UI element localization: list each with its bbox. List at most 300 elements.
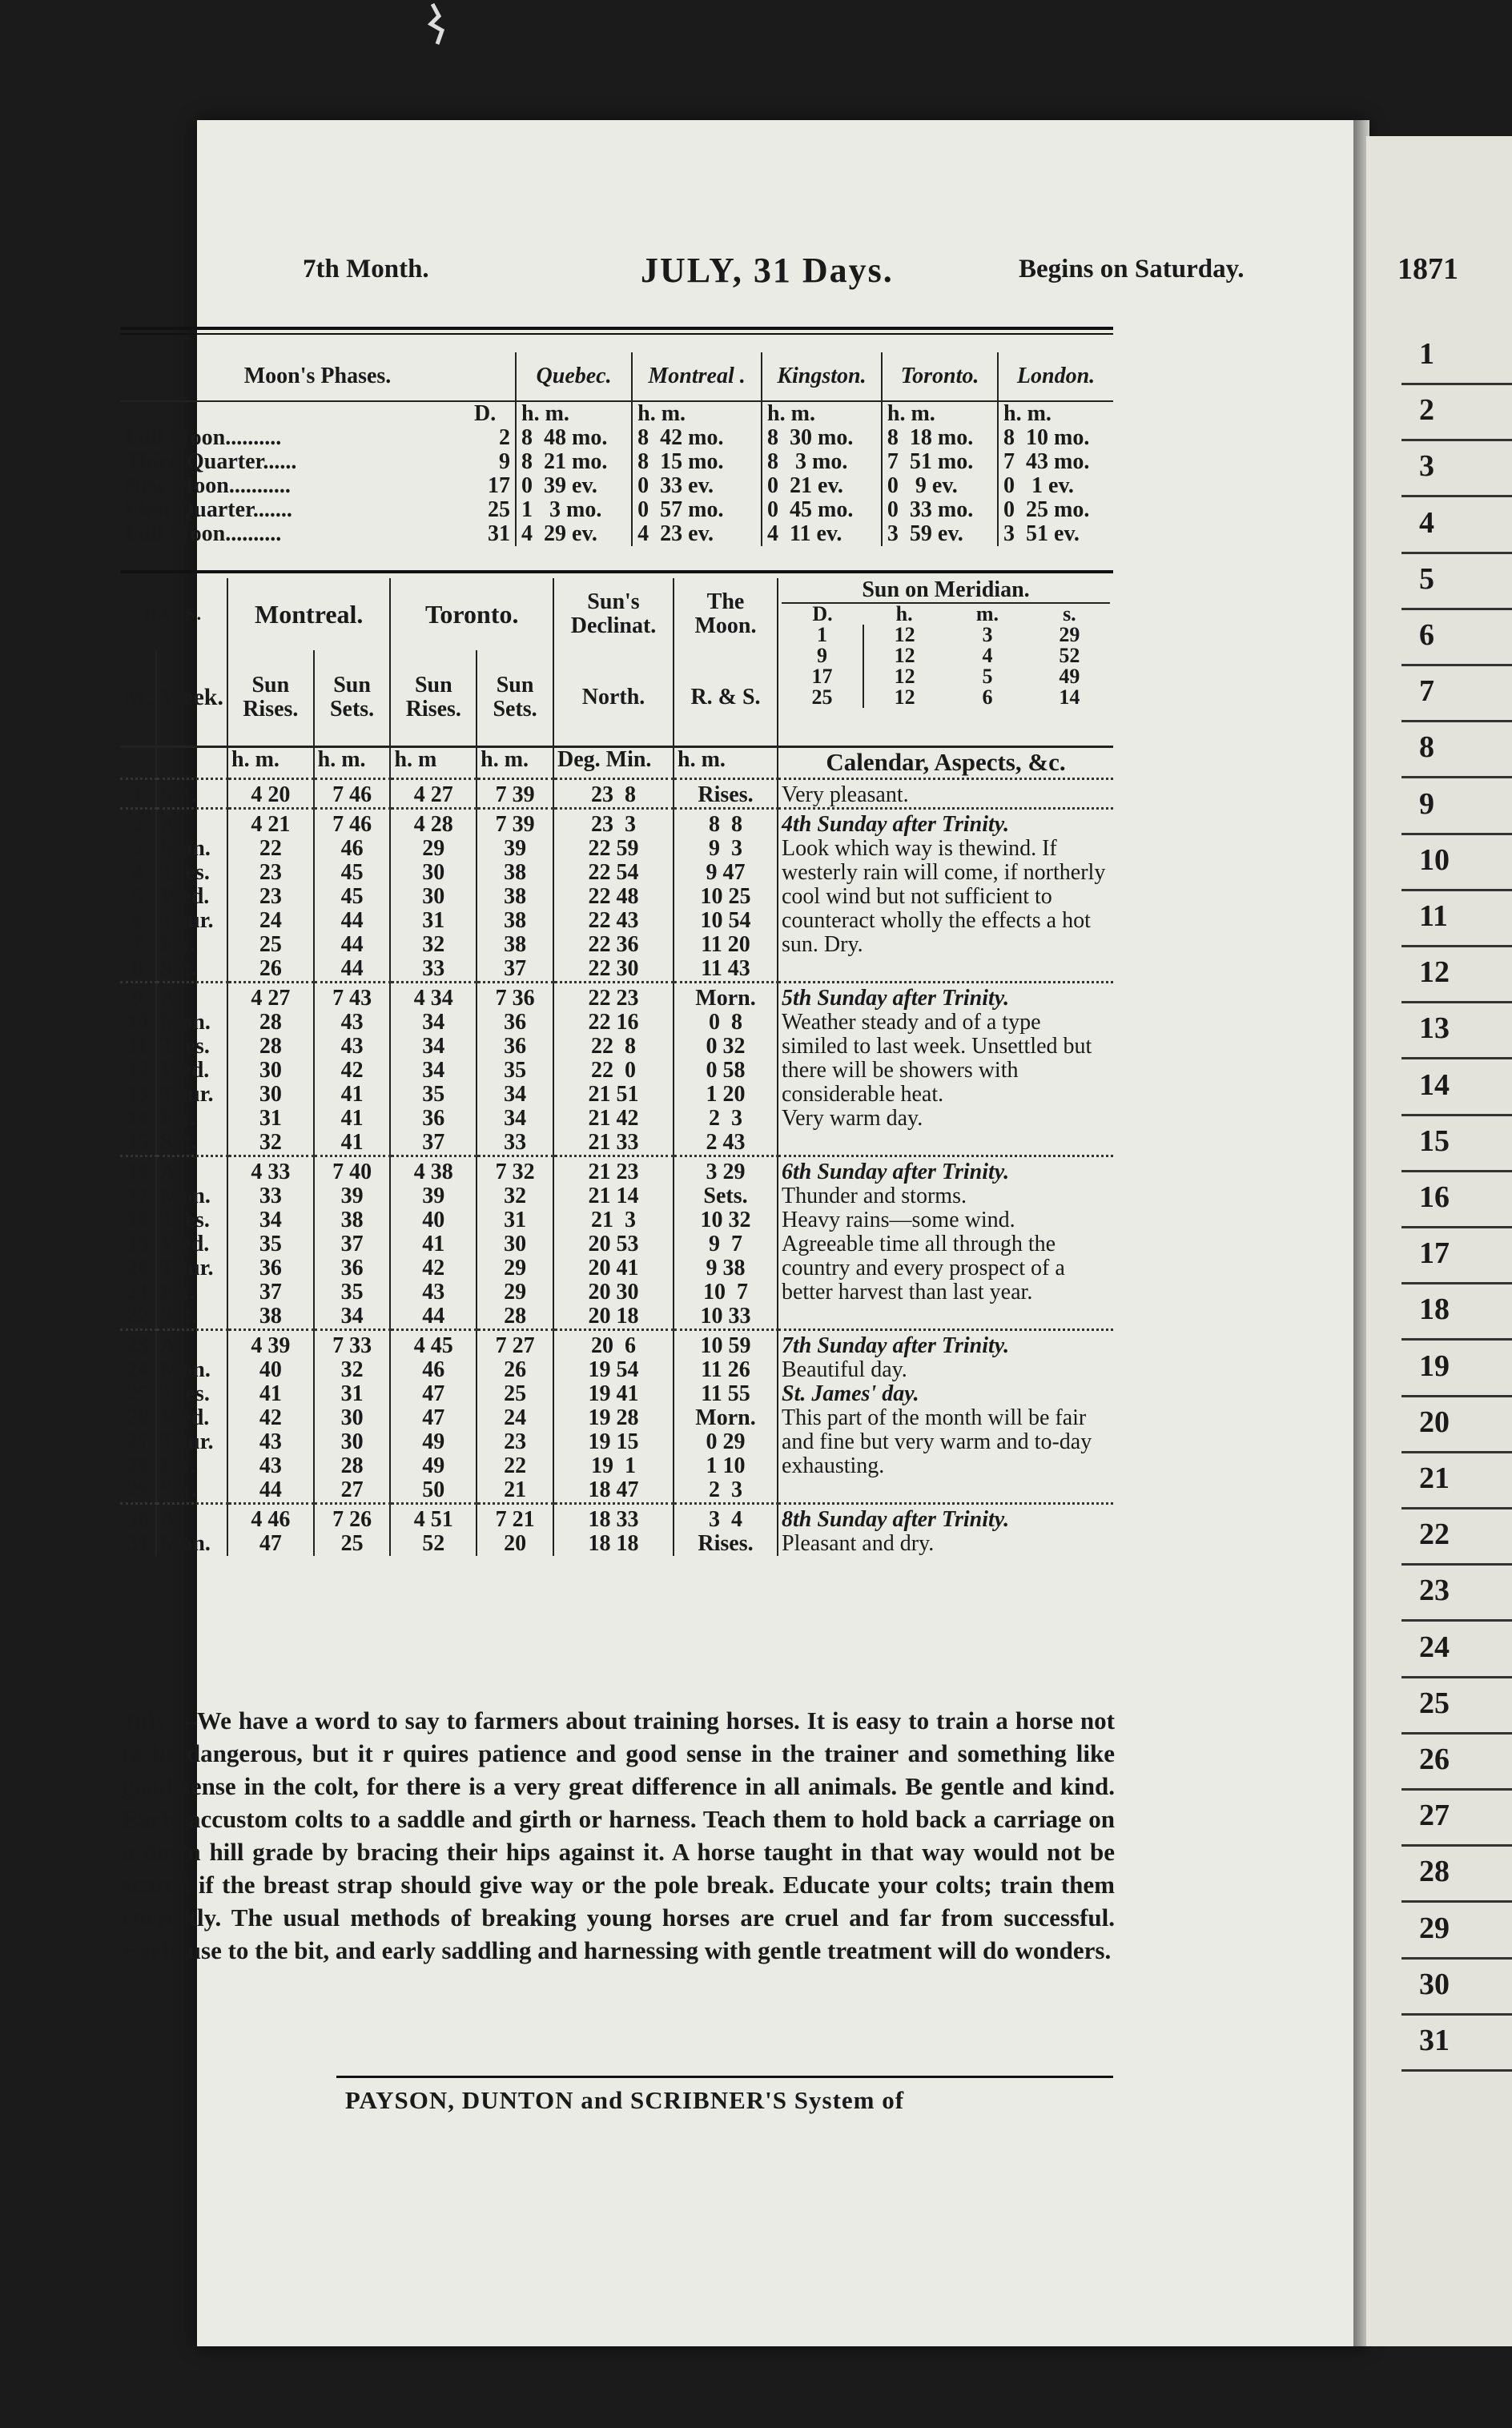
facing-day-number: 16: [1419, 1180, 1450, 1214]
day-cell: 11: [127, 1033, 149, 1059]
day-cell: 8: [131, 955, 143, 981]
day-cell: 33: [227, 1184, 314, 1208]
day-cell: 28: [227, 1035, 314, 1059]
calendar-feast: 7th Sunday after Trinity.: [782, 1333, 1010, 1358]
calendar-feast: 5th Sunday after Trinity.: [782, 985, 1010, 1011]
day-cell: 21: [477, 1478, 553, 1504]
day-row: [120, 808, 1113, 837]
day-cell: 49: [390, 1430, 477, 1454]
moon-phase-row: [120, 522, 1113, 546]
day-cell: 21 51: [553, 1083, 674, 1107]
footer-advert: PAYSON, DUNTON and SCRIBNER'S System of: [344, 2086, 905, 2114]
meridian-cell: 52: [1059, 644, 1080, 667]
day-cell: Mon.: [156, 1184, 227, 1208]
facing-line: [1401, 1619, 1512, 1622]
day-cell: 19 15: [553, 1430, 674, 1454]
day-cell: 24: [477, 1406, 553, 1430]
day-cell: 32: [314, 1358, 391, 1382]
day-cell: 11 20: [674, 933, 778, 957]
day-cell: Thur.: [156, 1430, 227, 1454]
moon-phase-time: 0 21 ev.: [762, 474, 882, 498]
day-cell: 20 6: [553, 1329, 674, 1358]
moon-phase-time: 7 43 mo.: [998, 450, 1113, 474]
day-cell: 28: [314, 1454, 391, 1478]
day-cell: 46: [314, 837, 391, 861]
declination-header: Sun's Declinat.: [553, 578, 674, 650]
day-cell: 19 1: [553, 1454, 674, 1478]
moon-phase-time: 8 48 mo.: [516, 426, 632, 450]
day-cell: 4 27: [390, 778, 477, 808]
calendar-feast: St. James' day.: [782, 1381, 919, 1406]
day-cell: 21: [126, 1279, 149, 1304]
moon-phase-day: 9: [499, 449, 511, 474]
day-cell: 1 10: [674, 1454, 778, 1478]
day-cell: 30: [314, 1406, 391, 1430]
calendar-text: Pleasant and dry.: [782, 1530, 935, 1556]
moon-phase-time: 3 59 ev.: [882, 522, 998, 546]
calendar-text: Look which way is thewind. If westerly rain will come, if northerly cool wind but not sufficient to counteract wholly the effects a hot sun. Dry.: [782, 835, 1106, 957]
day-cell: Wed.: [156, 1232, 227, 1256]
day-cell: 37: [314, 1232, 391, 1256]
day-cell: 36: [477, 1011, 553, 1035]
day-cell: 25: [227, 933, 314, 957]
day-cell: 4 51: [390, 1503, 477, 1532]
day-cell: 44: [314, 933, 391, 957]
day-cell: 6: [131, 907, 143, 933]
day-cell: 30: [477, 1232, 553, 1256]
day-cell: 31: [227, 1107, 314, 1131]
day-cell: A.: [156, 1156, 227, 1184]
day-cell: 23 8: [553, 778, 674, 808]
unit-hm: h. m: [390, 746, 477, 778]
day-cell: 34: [314, 1304, 391, 1330]
day-cell: 34: [390, 1059, 477, 1083]
day-cell: 28: [477, 1304, 553, 1330]
day-cell: 30: [120, 1503, 156, 1532]
day-cell: 21 42: [553, 1107, 674, 1131]
facing-day-number: 13: [1419, 1011, 1450, 1046]
ink-mark-icon: [416, 0, 456, 48]
day-cell: 40: [227, 1358, 314, 1382]
day-cell: 35: [314, 1280, 391, 1304]
day-cell: 25: [126, 1381, 149, 1406]
day-cell: 8 8: [674, 808, 778, 837]
footer-rule: [336, 2076, 1113, 2078]
calendar-text: Heavy rains—some wind.: [782, 1207, 1015, 1232]
moon-phase-name: Full Moon..........: [125, 425, 282, 450]
day-cell: 40: [390, 1208, 477, 1232]
day-cell: 7 32: [477, 1156, 553, 1184]
meridian-cell: 4: [982, 644, 993, 667]
day-cell: 43: [314, 1035, 391, 1059]
moon-phase-day: 31: [488, 521, 511, 546]
day-cell: 4: [131, 859, 143, 885]
day-cell: 3 29: [674, 1156, 778, 1184]
day-cell: 19 28: [553, 1406, 674, 1430]
day-cell: 23 3: [553, 808, 674, 837]
day-cell: 42: [390, 1256, 477, 1280]
day-cell: 31: [390, 909, 477, 933]
facing-line: [1401, 1900, 1512, 1903]
col-week: Week.: [156, 650, 227, 746]
facing-day-number: 31: [1419, 2024, 1450, 2057]
facing-day-number: 29: [1419, 1911, 1450, 1945]
calendar-text: Very pleasant.: [782, 782, 909, 807]
meridian-cell: 14: [1059, 685, 1080, 709]
day-cell: 22 8: [553, 1035, 674, 1059]
facing-line: [1401, 720, 1512, 722]
day-cell: 28: [227, 1011, 314, 1035]
day-cell: 27: [126, 1429, 149, 1454]
facing-line: [1401, 1507, 1512, 1509]
moon-phase-time: 8 42 mo.: [632, 426, 762, 450]
facing-line: [1401, 664, 1512, 666]
day-cell: 41: [314, 1131, 391, 1156]
moon-phase-row: [120, 450, 1113, 474]
mid-rule: [120, 570, 1113, 573]
col-montreal-sets: Sun Sets.: [314, 650, 391, 746]
day-cell: 41: [314, 1107, 391, 1131]
day-cell: 34: [227, 1208, 314, 1232]
day-cell: 37: [477, 957, 553, 983]
day-cell: 47: [227, 1532, 314, 1556]
unit-day: D.: [474, 401, 497, 426]
day-cell: 22 16: [553, 1011, 674, 1035]
day-cell: 7 36: [477, 982, 553, 1011]
meridian-row: [782, 666, 1109, 687]
facing-day-number: 28: [1419, 1855, 1450, 1889]
day-cell: 10 25: [674, 885, 778, 909]
moon-phase-time: 8 18 mo.: [882, 426, 998, 450]
day-cell: 29: [390, 837, 477, 861]
meridian-cell: 1: [817, 623, 828, 646]
day-cell: 26: [477, 1358, 553, 1382]
page-header: [0, 251, 1512, 303]
day-cell: 7 43: [314, 982, 391, 1011]
facing-day-number: 10: [1419, 842, 1450, 877]
day-cell: 4 38: [390, 1156, 477, 1184]
day-cell: 20: [126, 1255, 149, 1280]
moon-phase-time: 8 10 mo.: [998, 426, 1113, 450]
day-cell: 36: [390, 1107, 477, 1131]
day-cell: 9 3: [674, 837, 778, 861]
day-cell: 19 41: [553, 1382, 674, 1406]
moon-phase-name: New Moon...........: [125, 473, 291, 498]
meridian-head: s.: [1063, 602, 1076, 625]
day-cell: 7 26: [314, 1503, 391, 1532]
facing-day-number: 9: [1419, 786, 1434, 821]
day-cell: 27: [314, 1478, 391, 1504]
moon-phase-time: 8 30 mo.: [762, 426, 882, 450]
moon-phase-time: 0 1 ev.: [998, 474, 1113, 498]
unit-hm: h. m.: [632, 401, 762, 426]
moon-phases-table: [120, 352, 1113, 546]
day-cell: 35: [227, 1232, 314, 1256]
facing-line: [1401, 1844, 1512, 1847]
day-cell: 11 26: [674, 1358, 778, 1382]
col-rs: R. & S.: [674, 650, 778, 746]
day-cell: 4 46: [227, 1503, 314, 1532]
day-cell: 7 39: [477, 778, 553, 808]
day-cell: Sat.: [156, 1304, 227, 1330]
day-cell: 2 3: [674, 1478, 778, 1504]
day-cell: 41: [390, 1232, 477, 1256]
facing-line: [1401, 1338, 1512, 1341]
day-cell: 41: [227, 1382, 314, 1406]
day-cell: Rises.: [674, 778, 778, 808]
facing-line: [1401, 1114, 1512, 1116]
day-cell: Morn.: [674, 1406, 778, 1430]
day-cell: 0 29: [674, 1430, 778, 1454]
moon-phase-time: 7 51 mo.: [882, 450, 998, 474]
day-cell: Rises.: [674, 1532, 778, 1556]
day-cell: 21 23: [553, 1156, 674, 1184]
city-quebec: Quebec.: [516, 352, 632, 401]
day-cell: 22: [227, 837, 314, 861]
day-cell: 21 33: [553, 1131, 674, 1156]
facing-day-number: 22: [1419, 1518, 1450, 1552]
day-cell: 7 40: [314, 1156, 391, 1184]
col-m: M.: [123, 684, 152, 711]
day-cell: 7: [131, 931, 143, 957]
day-cell: 25: [477, 1382, 553, 1406]
day-cell: 52: [390, 1532, 477, 1556]
day-cell: 23: [477, 1430, 553, 1454]
moon-phase-time: 0 57 mo.: [632, 498, 762, 522]
day-cell: 31: [477, 1208, 553, 1232]
meridian-cell: 17: [811, 665, 833, 688]
moon-phases-label: Moon's Phases.: [120, 352, 516, 401]
month-number: 7th Month.: [303, 255, 429, 283]
day-cell: 30: [314, 1430, 391, 1454]
day-cell: 5: [131, 883, 143, 909]
unit-hm: h. m.: [882, 401, 998, 426]
day-cell: Tues.: [156, 1035, 227, 1059]
day-cell: 37: [390, 1131, 477, 1156]
day-cell: 18 33: [553, 1503, 674, 1532]
day-cell: 39: [477, 837, 553, 861]
calendar-text: Very warm day.: [782, 1105, 923, 1131]
facing-line: [1401, 608, 1512, 610]
day-cell: 32: [227, 1131, 314, 1156]
day-cell: 44: [227, 1478, 314, 1504]
day-cell: 17: [126, 1183, 149, 1208]
facing-day-number: 30: [1419, 1967, 1450, 2001]
moon-phase-time: 4 23 ev.: [632, 522, 762, 546]
facing-line: [1401, 1057, 1512, 1059]
day-cell: 26: [126, 1405, 149, 1430]
day-cell: Sat.: [156, 1478, 227, 1504]
day-cell: 46: [390, 1358, 477, 1382]
days-header: DAYS.: [143, 604, 203, 624]
calendar-text: Thunder and storms.: [782, 1183, 967, 1208]
facing-line: [1401, 1563, 1512, 1566]
calendar-feast: 8th Sunday after Trinity.: [782, 1506, 1010, 1532]
day-cell: 39: [314, 1184, 391, 1208]
day-cell: 14: [126, 1105, 149, 1131]
day-cell: 2 43: [674, 1131, 778, 1156]
facing-line: [1401, 1282, 1512, 1284]
day-cell: 2: [120, 808, 156, 837]
day-cell: 38: [477, 933, 553, 957]
day-cell: Sat.: [156, 778, 227, 808]
calendar-note: [778, 1156, 1113, 1329]
day-cell: Thur.: [156, 1083, 227, 1107]
facing-line: [1401, 1732, 1512, 1735]
calendar-text: This part of the month will be fair and fine but very warm and to-day exhausting.: [782, 1405, 1092, 1478]
day-cell: 18: [126, 1207, 149, 1232]
day-row: [120, 1503, 1113, 1532]
facing-line: [1401, 495, 1512, 497]
day-cell: 13: [126, 1081, 149, 1107]
day-cell: 23: [120, 1329, 156, 1358]
meridian-cell: 29: [1059, 623, 1080, 646]
facing-line: [1401, 1957, 1512, 1960]
day-cell: 22 54: [553, 861, 674, 885]
facing-line: [1401, 1226, 1512, 1228]
montreal-header: Montreal.: [227, 578, 390, 650]
day-cell: 4 20: [227, 778, 314, 808]
day-cell: Fri.: [156, 933, 227, 957]
moon-phase-time: 4 11 ev.: [762, 522, 882, 546]
day-cell: 20: [477, 1532, 553, 1556]
day-cell: Sat.: [156, 1131, 227, 1156]
calendar-note: [778, 1503, 1113, 1556]
moon-phase-time: 8 21 mo.: [516, 450, 632, 474]
moon-phase-time: 3 51 ev.: [998, 522, 1113, 546]
moon-phase-day: 25: [488, 497, 511, 522]
day-cell: 34: [390, 1011, 477, 1035]
moon-phase-time: 0 33 ev.: [632, 474, 762, 498]
facing-line: [1401, 1676, 1512, 1678]
meridian-cell: 12: [863, 687, 945, 708]
moon-phase-time: 0 45 mo.: [762, 498, 882, 522]
moon-phase-name: Full Moon..........: [125, 521, 282, 546]
moon-phase-time: 1 3 mo.: [516, 498, 632, 522]
day-cell: 9 47: [674, 861, 778, 885]
day-cell: 3 4: [674, 1503, 778, 1532]
facing-line: [1401, 1451, 1512, 1453]
day-cell: 32: [390, 933, 477, 957]
day-cell: 43: [314, 1011, 391, 1035]
day-cell: 36: [314, 1256, 391, 1280]
day-cell: 41: [314, 1083, 391, 1107]
moon-phase-row: [120, 498, 1113, 522]
day-cell: 42: [227, 1406, 314, 1430]
begins-on: Begins on Saturday.: [1019, 255, 1245, 283]
day-cell: 36: [227, 1256, 314, 1280]
day-cell: 10: [126, 1009, 149, 1035]
facing-day-number: 4: [1419, 505, 1434, 540]
facing-line: [1401, 776, 1512, 778]
meridian-cell: 25: [811, 685, 833, 709]
col-toronto-sets: Sun Sets.: [477, 650, 553, 746]
day-cell: 45: [314, 861, 391, 885]
facing-day-number: 14: [1419, 1067, 1450, 1102]
calendar-note: [778, 778, 1113, 808]
top-rule-thin: [120, 333, 1113, 335]
day-cell: 38: [477, 909, 553, 933]
facing-line: [1401, 1395, 1512, 1397]
day-cell: 47: [390, 1406, 477, 1430]
col-toronto-rises: Sun Rises.: [390, 650, 477, 746]
day-cell: 30: [390, 861, 477, 885]
day-cell: 0 58: [674, 1059, 778, 1083]
day-cell: 4 33: [227, 1156, 314, 1184]
day-cell: 10 54: [674, 909, 778, 933]
day-cell: 34: [477, 1083, 553, 1107]
moon-phase-day: 17: [488, 473, 511, 498]
facing-line: [1401, 833, 1512, 835]
facing-line: [1401, 945, 1512, 947]
day-cell: 20 18: [553, 1304, 674, 1330]
facing-day-number: 25: [1419, 1686, 1450, 1720]
calendar-title: Calendar, Aspects, &c.: [778, 746, 1113, 778]
day-cell: Fri.: [156, 1280, 227, 1304]
facing-line: [1401, 2069, 1512, 2072]
meridian-cell: 12: [863, 625, 945, 645]
day-cell: 38: [227, 1304, 314, 1330]
city-toronto: Toronto.: [882, 352, 998, 401]
facing-day-number: 6: [1419, 618, 1434, 652]
day-row: [120, 778, 1113, 808]
day-cell: 18 47: [553, 1478, 674, 1504]
facing-line: [1401, 439, 1512, 441]
day-row: [120, 1329, 1113, 1358]
moon-phase-day: 2: [499, 425, 511, 450]
calendar-text: Weather steady and of a type similed to last week. Unsettled but there will be showers with considerable heat.: [782, 1009, 1092, 1107]
meridian-cell: 12: [863, 645, 945, 666]
unit-hm: h. m.: [762, 401, 882, 426]
facing-day-number: 5: [1419, 561, 1434, 596]
day-cell: 4 45: [390, 1329, 477, 1358]
facing-day-number: 11: [1419, 899, 1448, 933]
day-cell: 22 36: [553, 933, 674, 957]
day-cell: 4 34: [390, 982, 477, 1011]
day-cell: 36: [477, 1035, 553, 1059]
day-cell: 7 27: [477, 1329, 553, 1358]
day-row: [120, 1156, 1113, 1184]
unit-hm: h. m.: [227, 746, 314, 778]
day-cell: A.: [156, 1503, 227, 1532]
facing-line: [1401, 552, 1512, 554]
day-cell: 15: [126, 1129, 149, 1155]
day-row: [120, 982, 1113, 1011]
facing-day-number: 26: [1419, 1743, 1450, 1776]
day-cell: 19: [126, 1231, 149, 1256]
day-cell: 28: [126, 1453, 149, 1478]
day-cell: 29: [477, 1280, 553, 1304]
day-cell: 35: [390, 1083, 477, 1107]
meridian-cell: 5: [982, 665, 993, 688]
day-cell: 19 54: [553, 1358, 674, 1382]
daily-table: [120, 578, 1113, 1556]
day-cell: 21 3: [553, 1208, 674, 1232]
day-cell: 10 7: [674, 1280, 778, 1304]
calendar-note: [778, 1329, 1113, 1503]
day-cell: Fri.: [156, 1107, 227, 1131]
moon-phase-time: 0 33 mo.: [882, 498, 998, 522]
moon-phase-name: Third Quarter......: [125, 449, 297, 474]
day-cell: 20 41: [553, 1256, 674, 1280]
day-cell: 33: [390, 957, 477, 983]
day-cell: 7 33: [314, 1329, 391, 1358]
day-cell: 7 21: [477, 1503, 553, 1532]
day-cell: Fri.: [156, 1454, 227, 1478]
day-cell: 23: [227, 885, 314, 909]
toronto-header: Toronto.: [390, 578, 553, 650]
facing-line: [1401, 383, 1512, 385]
